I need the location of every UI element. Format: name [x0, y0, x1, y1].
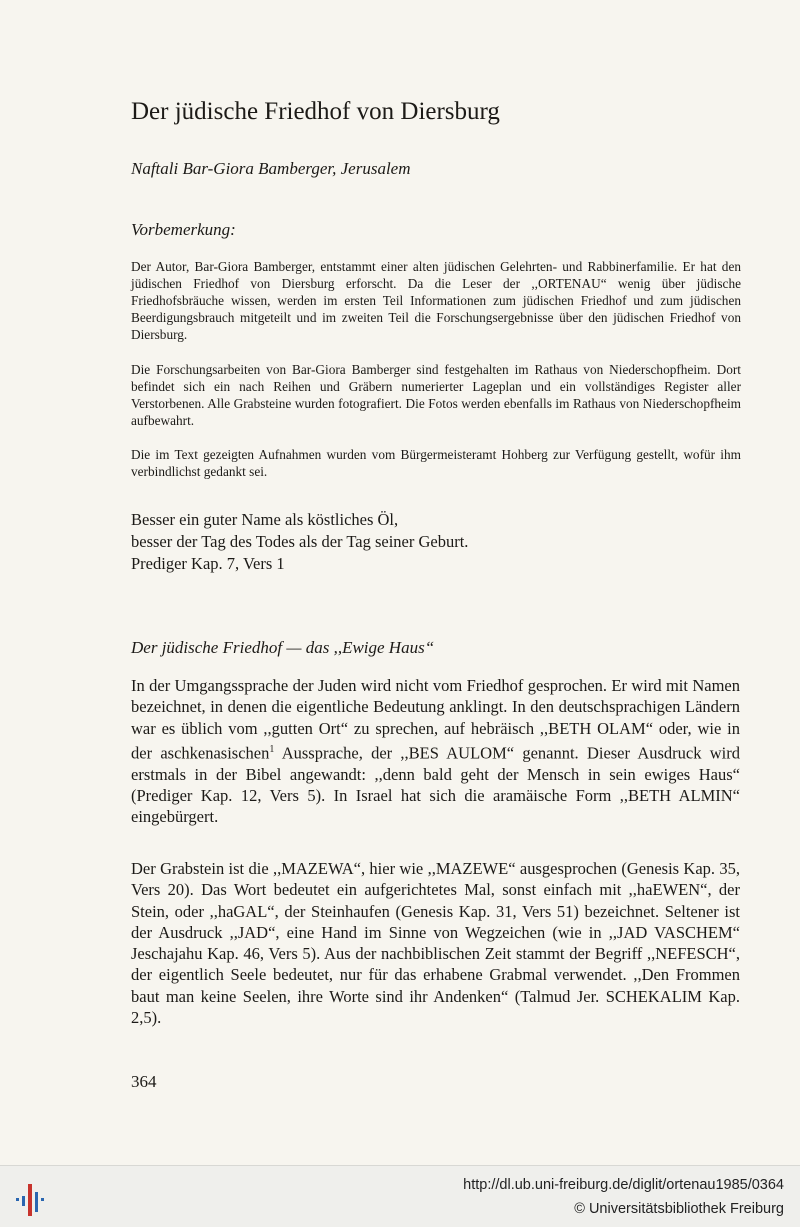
body-paragraph-2: Der Grabstein ist die ,,MAZEWA“, hier wie ,,MAZEWE“ ausgesprochen (Genesis Kap. 35, Vers 20). Das Wort bedeutet ein aufgerichtetes Mal, sonst einfach mit ,,haEWEN“, der Stein, oder ,,haGAL“, der Steinhaufen (Genesis Kap. 31, Vers 51) bezeichnet. Seltener ist der Ausdruck ,,JAD“, eine Hand im Sinne von Wegzeichen (wie in ,,JAD VASCHEM“ Jeschajahu Kap. 46, Vers 5). Aus der nachbiblischen Zeit stammt der Begriff ,,NEFESCH“, der eigentlich Seele bedeutet, nur für das erhabene Grabmal verwendet. ,,Den Frommen baut man keine Seelen, ihre Worte sind ihr Andenken“ (Talmud Jer. SCHEKALIM Kap. 2,5).	[131, 859, 740, 1028]
university-library-logo	[14, 1178, 54, 1218]
article-author: Naftali Bar-Giora Bamberger, Jerusalem	[131, 159, 411, 178]
footnote-marker: 1	[269, 743, 275, 755]
document-url[interactable]: http://dl.ub.uni-freiburg.de/diglit/ortenau1985/0364	[463, 1177, 784, 1193]
epigraph-source: Prediger Kap. 7, Vers 1	[131, 554, 285, 573]
section-heading: Der jüdische Friedhof — das ,,Ewige Haus“	[131, 638, 435, 657]
epigraph-line-1: Besser ein guter Name als köstliches Öl,	[131, 510, 399, 529]
epigraph	[131, 509, 468, 575]
body-paragraph-1	[131, 675, 740, 828]
copyright-notice: © Universitätsbibliothek Freiburg	[574, 1201, 784, 1217]
page-number: 364	[131, 1072, 157, 1091]
body-paragraph-1-start: In der Umgangssprache der Juden wird nicht vom Friedhof gesprochen. Er wird mit Namen bezeichnet, in denen die eigentliche Bedeutung anklingt. In den deutschsprachigen Ländern war es üblich vom ,,gutten Ort“ zu sprechen, auf hebräisch ,,BETH OLAM“ oder, wie in der aschkenasischen	[131, 676, 740, 763]
viewer-footer	[0, 1165, 800, 1227]
vorbemerkung-heading: Vorbemerkung:	[131, 220, 236, 239]
body-paragraph-1-end: Aussprache, der ,,BES AULOM“ genannt. Dieser Ausdruck wird erstmals in der Bibel angewandt: ,,denn bald geht der Mensch in sein ewiges Haus“ (Prediger Kap. 12, Vers 5). In Israel hat sich die aramäische Form ,,BETH ALMIN“ eingebürgert.	[131, 743, 741, 827]
epigraph-line-2: besser der Tag des Todes als der Tag seiner Geburt.	[131, 532, 469, 551]
vorbemerkung-paragraph-3: Die im Text gezeigten Aufnahmen wurden vom Bürgermeisteramt Hohberg zur Verfügung gestellt, wofür ihm verbindlichst gedankt sei.	[131, 447, 741, 479]
vorbemerkung-paragraph-1: Der Autor, Bar-Giora Bamberger, entstammt einer alten jüdischen Gelehrten- und Rabbinerfamilie. Er hat den jüdischen Friedhof von Diersburg erforscht. Da die Leser der ,,ORTENAU“ wenig über jüdische Friedhofsbräuche wissen, werden im ersten Teil Informationen zum jüdischen Friedhof und zum jüdischen Beerdigungsbrauch mitgeteilt und im zweiten Teil die Forschungsergebnisse über den jüdischen Friedhof von Diersburg.	[131, 259, 741, 342]
article-title: Der jüdische Friedhof von Diersburg	[131, 98, 500, 125]
vorbemerkung-paragraph-2: Die Forschungsarbeiten von Bar-Giora Bamberger sind festgehalten im Rathaus von Niederschopfheim. Dort befindet sich ein nach Reihen und Gräbern numerierter Lageplan und ein vollständiges Register aller Verstorbenen. Alle Grabsteine wurden fotografiert. Die Fotos werden ebenfalls im Rathaus von Niederschopfheim aufbewahrt.	[131, 362, 741, 428]
